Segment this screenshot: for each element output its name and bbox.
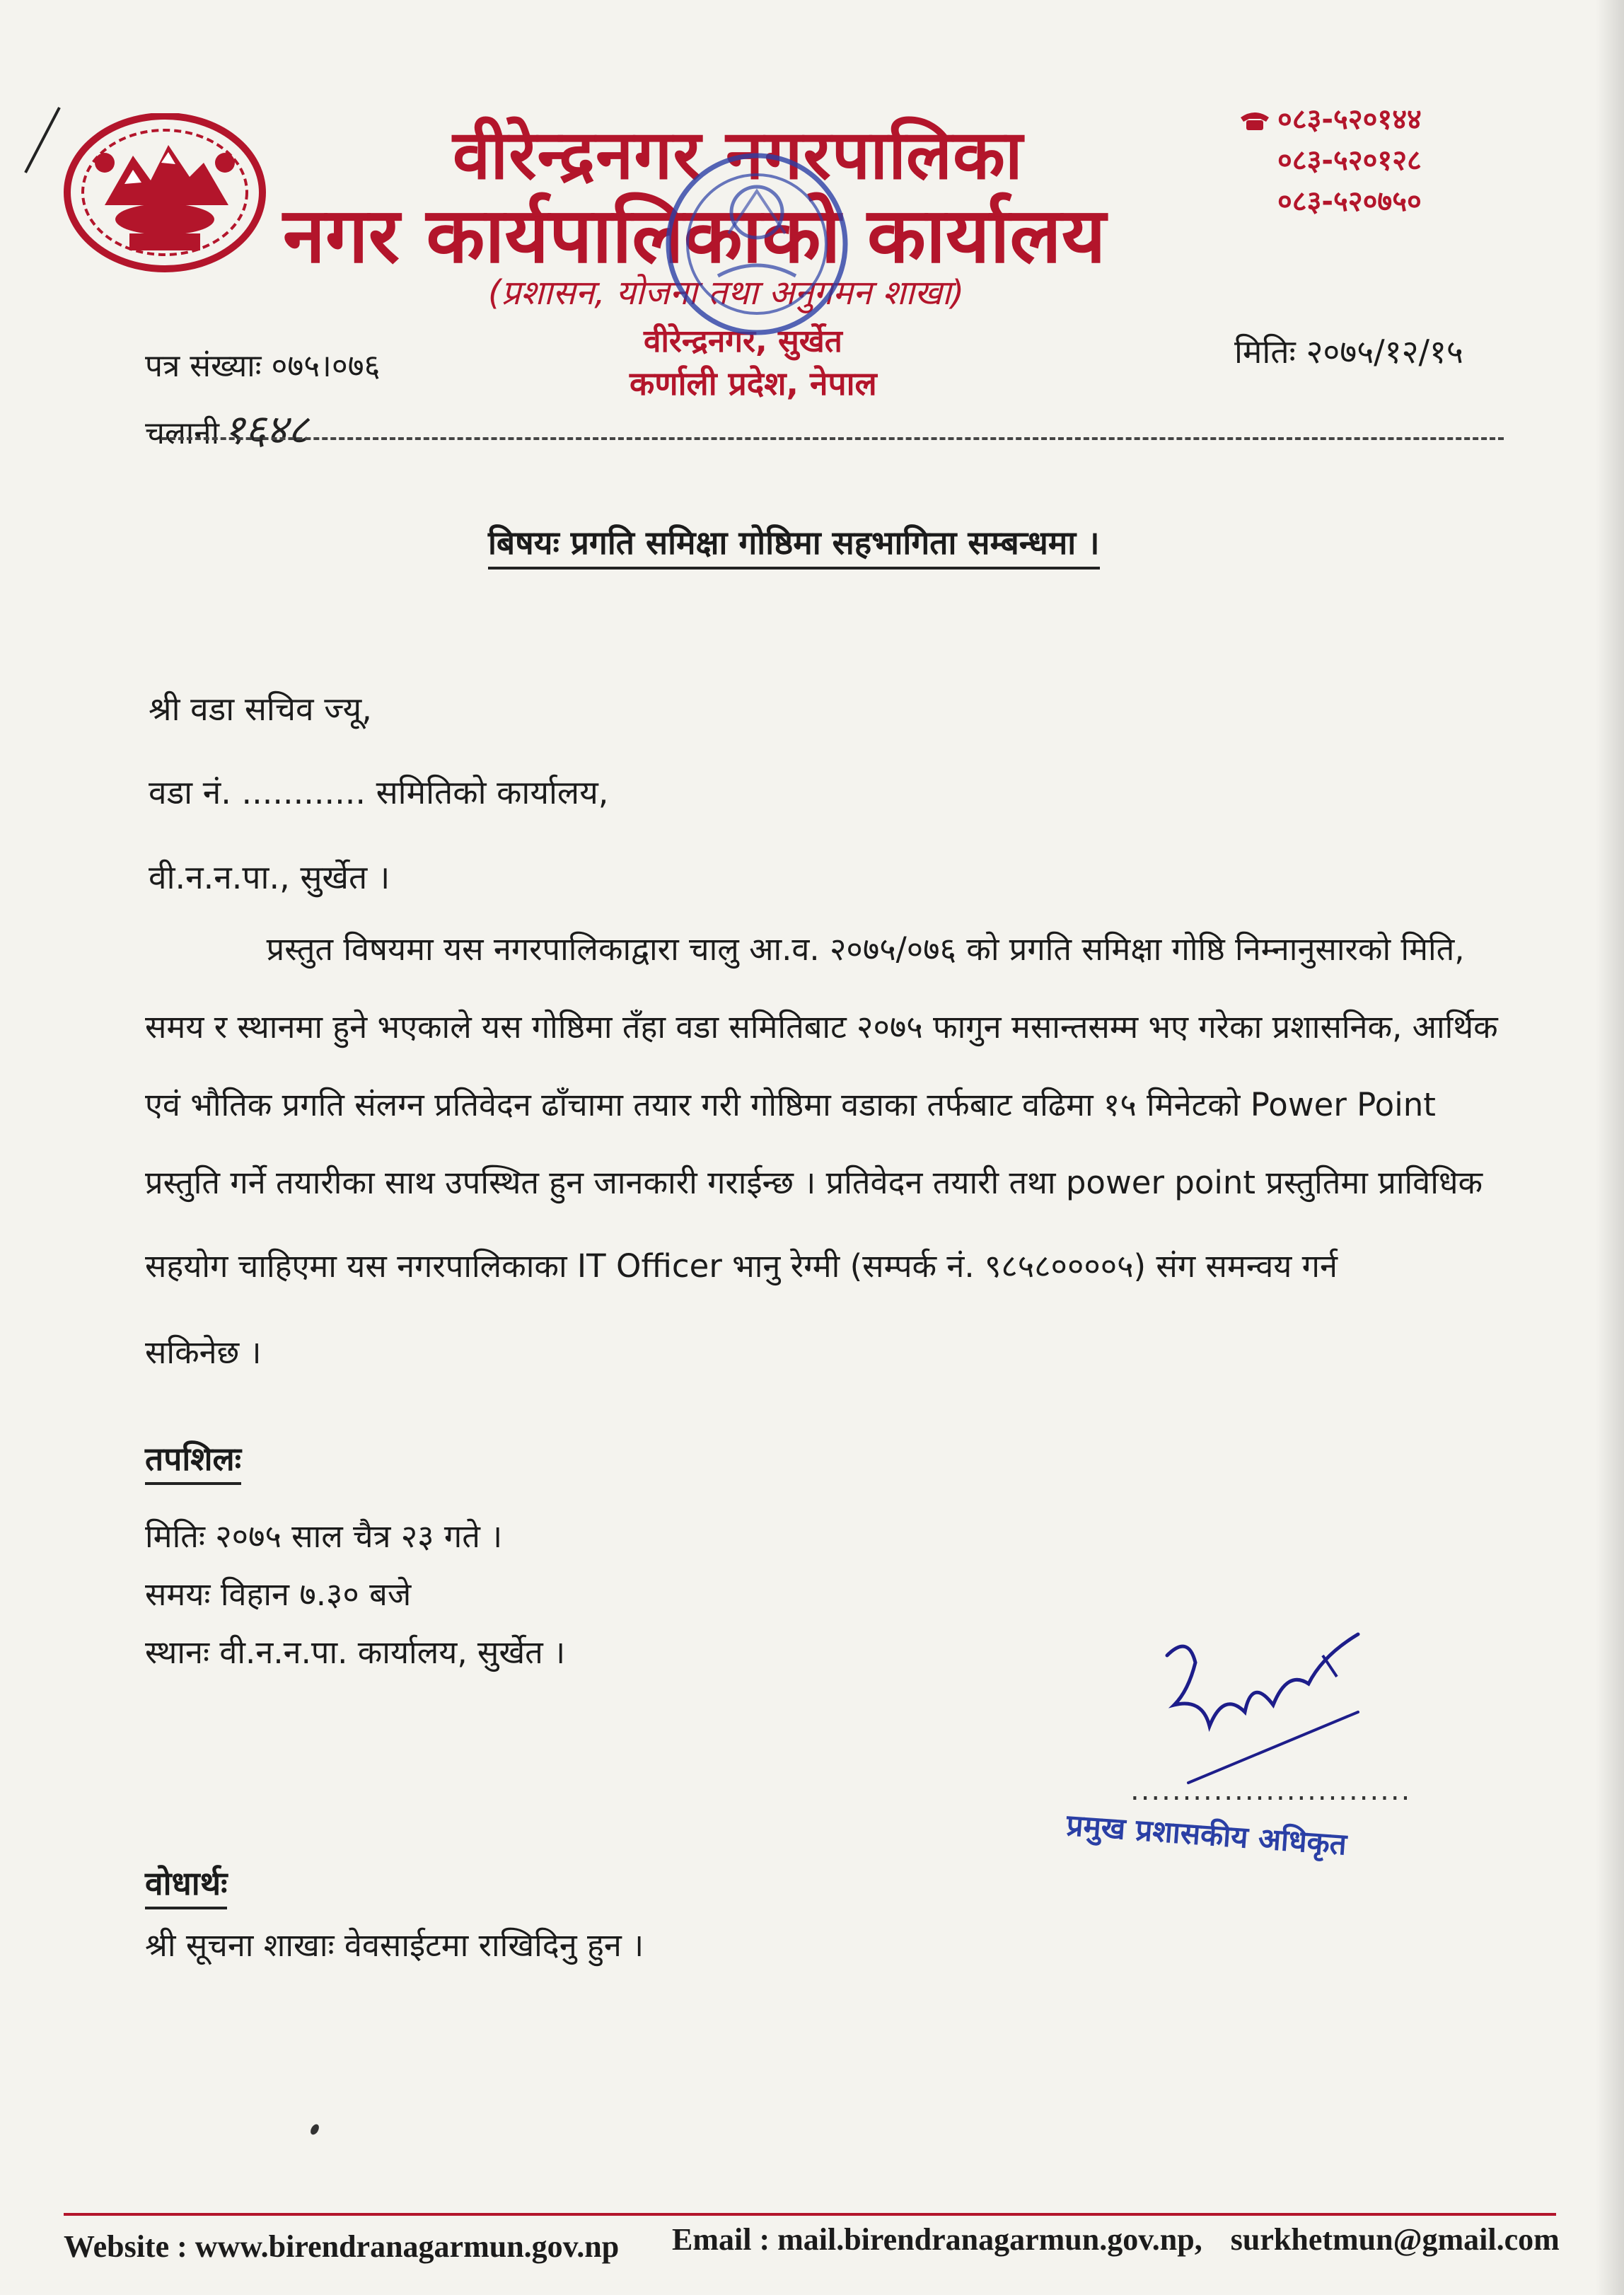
phone-row [1239, 181, 1422, 222]
addressee-line: श्री वडा सचिव ज्यू, [149, 690, 372, 728]
footer-email-primary: Email : mail.birendranagarmun.gov.np, [672, 2222, 1202, 2257]
detail-date: मितिः २०७५ साल चैत्र २३ गते । [145, 1518, 503, 1555]
letter-subject: बिषयः प्रगति समिक्षा गोष्ठिमा सहभागिता सम्बन्धमा । [488, 520, 1100, 570]
telephone-icon [1239, 110, 1270, 132]
letter-reference-number: पत्र संख्याः ०७५।०७६ [145, 348, 381, 384]
details-heading: तपशिलः [145, 1436, 241, 1485]
phone-numbers [1239, 99, 1422, 222]
ink-speck [309, 2123, 321, 2137]
cc-line: श्री सूचना शाखाः वेवसाईटमा राखिदिनु हुन । [145, 1926, 644, 1964]
footer-website: Website : www.birendranagarmun.gov.np [64, 2229, 620, 2264]
branch-name: (प्रशासन, योजना तथा अनुगमन शाखा) [488, 273, 965, 313]
office-province: कर्णाली प्रदेश, नेपाल [630, 364, 877, 403]
office-stamp-icon [658, 141, 856, 347]
municipality-name: वीरेन्द्रनगर नगरपालिका [453, 115, 1023, 195]
dispatch-label: चलानी [145, 415, 219, 451]
body-line: प्रस्तुति गर्ने तयारीका साथ उपस्थित हुन जानकारी गराईन्छ । प्रतिवेदन तयारी तथा power point प्रस्तुतिमा प्राविधिक [145, 1164, 1483, 1201]
detail-time: समयः विहान ७.३० बजे [145, 1576, 412, 1613]
detail-venue: स्थानः वी.न.न.पा. कार्यालय, सुर्खेत । [145, 1634, 566, 1671]
phone-row [1239, 140, 1422, 181]
addressee-line: वी.न.न.पा., सुर्खेत । [149, 858, 390, 896]
office-name: नगर कार्यपालिकाको कार्यालय [283, 192, 1106, 280]
addressee-line: वडा नं. ............ समितिको कार्यालय, [149, 773, 609, 811]
signatory-title: प्रमुख प्रशासकीय अधिकृत [1065, 1807, 1348, 1862]
body-line: प्रस्तुत विषयमा यस नगरपालिकाद्वारा चालु आ.व. २०७५/०७६ को प्रगति समिक्षा गोष्ठि निम्नानुसारको मिति, [145, 930, 1465, 968]
letter-date: मितिः २०७५/१२/१५ [1234, 333, 1463, 371]
nepal-emblem-icon [62, 113, 267, 276]
office-location: वीरेन्द्रनगर, सुर्खेत [644, 323, 842, 359]
phone-number: ०८३-५२०१२८ [1277, 144, 1422, 177]
cc-heading: वोधार्थः [145, 1861, 227, 1909]
body-line: एवं भौतिक प्रगति संलग्न प्रतिवेदन ढाँचामा तयार गरी गोष्ठिमा वडाका तर्फबाट वढिमा १५ मिनेटको Power Point [145, 1086, 1436, 1123]
dispatch-handwritten-number: १६४८ [223, 405, 309, 453]
phone-number: ०८३-५२०१४४ [1277, 103, 1422, 136]
dispatch-number [145, 400, 309, 456]
footer-email-secondary: surkhetmun@gmail.com [1230, 2222, 1560, 2257]
footer-email [672, 2221, 1560, 2258]
body-line: समय र स्थानमा हुने भएकाले यस गोष्ठिमा तँहा वडा समितिबाट २०७५ फागुन मसान्तसम्म भए गरेका प्रशासनिक, आर्थिक [145, 1008, 1498, 1046]
body-line: सहयोग चाहिएमा यस नगरपालिकाका IT Officer भानु रेग्मी (सम्पर्क नं. ९८५८००००५) संग समन्वय गर्न [145, 1247, 1338, 1285]
paper-edge-shadow [1596, 0, 1624, 2295]
phone-number: ०८३-५२०७५० [1277, 185, 1422, 218]
footer-divider [64, 2213, 1556, 2216]
signature-line: ........................... [1130, 1774, 1412, 1807]
header-divider [161, 437, 1504, 440]
body-line: सकिनेछ । [145, 1334, 262, 1371]
phone-row [1239, 99, 1422, 140]
